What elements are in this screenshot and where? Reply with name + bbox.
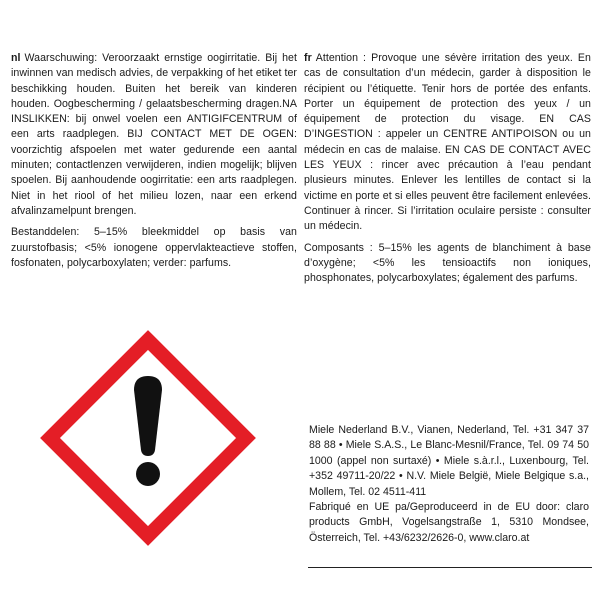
manufacturer-address-block (309, 423, 589, 546)
dutch-warning-text: Veroorzaakt ernstige oogirritatie. Bij het inwinnen van medisch advies, de verpakking of het etiket ter beschikking houden. Buiten het bereik van kinderen houden. Oogbescherming / gelaatsbescherming dragen.NA INSLIKKEN: bij onwel voelen een ANTIGIFCENTRUM of een arts raadplegen. BIJ CONTACT MET DE OGEN: voorzichtig afspoelen met water gedurende een aantal minuten; contactlenzen verwijderen, indien mogelijk; blijven spoelen. Bij aanhoudende oogirritatie: een arts raadplegen. Niet in het riool of het milieu lozen, naar een erkend afvalinzamelpunt brengen. (11, 52, 297, 217)
dutch-warning-paragraph (11, 51, 297, 219)
dutch-warning-label: Waarschuwing: (24, 52, 98, 64)
french-warning-label: Attention : (315, 52, 367, 64)
exclamation-dot (136, 462, 160, 486)
french-warning-paragraph (304, 51, 591, 235)
distributor-contacts: Miele Nederland B.V., Vianen, Nederland, Tel. +31 347 37 88 88 • Miele S.A.S., Le Blanc-Mesnil/France, Tel. 09 74 50 1000 (appel non surtaxé) • Miele s.à.r.l., Luxenbourg, Tel. +352 49711-20/22 • N.V. Miele België, Miele Belgique s.a., Mollem, Tel. 02 4511-411 (309, 424, 589, 498)
dutch-ingredients-label: Bestanddelen: (11, 226, 80, 239)
french-column (304, 51, 591, 286)
dutch-language-code: nl (11, 52, 21, 64)
manufacturer-info: Fabriqué en UE pa/Geproduceerd in de EU door: claro products GmbH, Vogelsangstraße 1, 5310 Mondsee, Österreich, Tel. +43/6232/2626-0, www.claro.at (309, 501, 589, 544)
bottom-divider (308, 567, 592, 568)
french-ingredients-text: 5–15% les agents de blanchiment à base d’oxygène; <5% les tensioactifs non ioniques, phosphonates, polycarboxylates; également des parfums. (304, 241, 591, 285)
french-language-code: fr (304, 52, 312, 64)
french-ingredients-label: Composants : (304, 241, 373, 254)
french-ingredients-paragraph (304, 241, 591, 287)
exclamation-hazard-pictogram (40, 330, 256, 546)
dutch-ingredients-paragraph (11, 225, 297, 271)
french-warning-text: Provoque une sévère irritation des yeux. En cas de consultation d’un médecin, garder à disposition le récipient ou l’étiquette. Tenir hors de portée des enfants. Porter un équipement de protection des yeux / un équipement de protection du visage. EN CAS D’INGESTION : appeler un CENTRE ANTIPOISON ou un médecin en cas de malaise. EN CAS DE CONTACT AVEC LES YEUX : rincer avec précaution à l’eau pendant plusieurs minutes. Enlever les lentilles de contact si la victime en porte et si elles peuvent être facilement enlevées. Continuer à rincer. Si l’irritation oculaire persiste : consulter un médecin. (304, 52, 591, 233)
dutch-ingredients-text: 5–15% bleekmiddel op basis van zuurstofbasis; <5% ionogene oppervlakteactieve stoffen, fosfonaten, polycarboxylaten; verder: parfums. (11, 226, 297, 269)
dutch-column (11, 51, 297, 271)
